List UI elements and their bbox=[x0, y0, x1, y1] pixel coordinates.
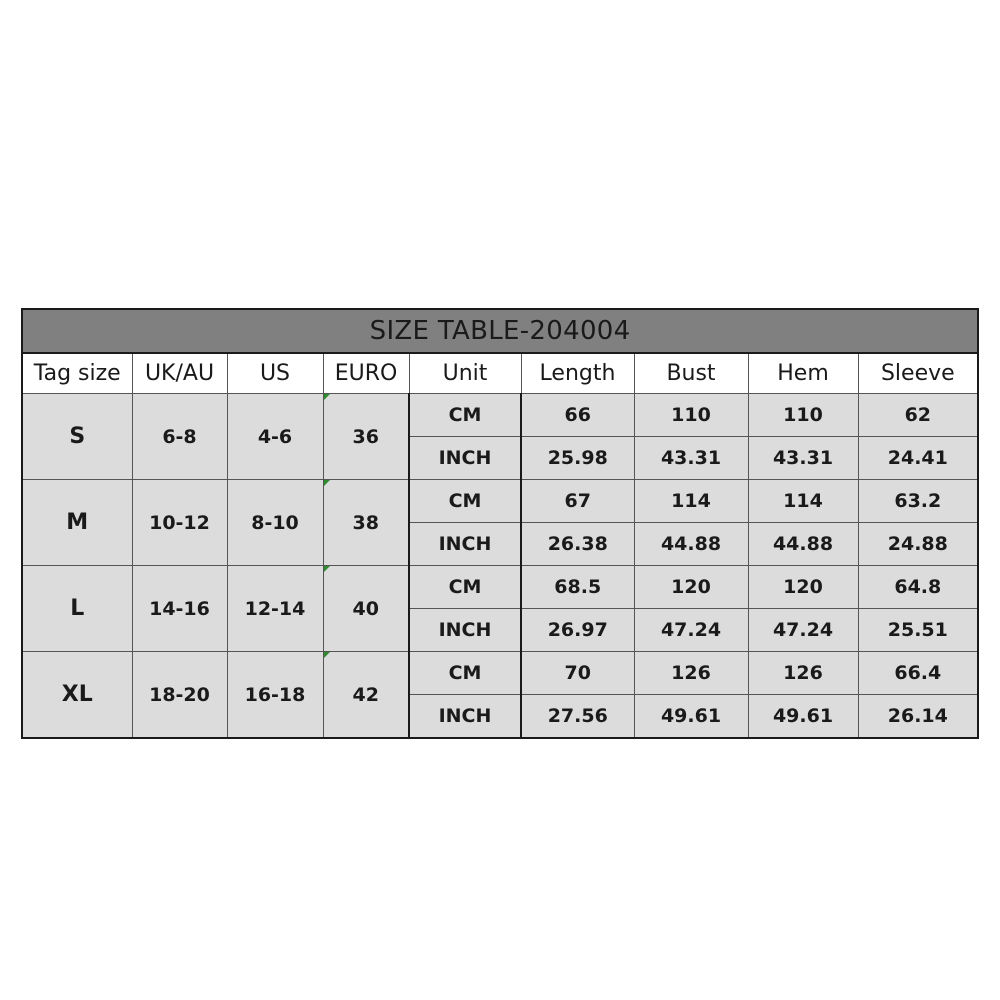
tag-size-cell: M bbox=[22, 480, 132, 566]
euro-cell bbox=[323, 394, 409, 480]
bust-cell: 49.61 bbox=[634, 695, 748, 739]
tag-size-cell: L bbox=[22, 566, 132, 652]
length-cell: 26.97 bbox=[521, 609, 634, 652]
table-row bbox=[22, 480, 978, 523]
length-cell: 25.98 bbox=[521, 437, 634, 480]
header-row bbox=[22, 353, 978, 394]
bust-cell: 43.31 bbox=[634, 437, 748, 480]
uk-au-cell: 10-12 bbox=[132, 480, 227, 566]
sleeve-cell: 24.41 bbox=[858, 437, 978, 480]
table-row bbox=[22, 652, 978, 695]
header-tag-size: Tag size bbox=[22, 353, 132, 394]
length-cell: 27.56 bbox=[521, 695, 634, 739]
tag-size-cell: S bbox=[22, 394, 132, 480]
bust-cell: 110 bbox=[634, 394, 748, 437]
hem-cell: 114 bbox=[748, 480, 858, 523]
euro-value: 36 bbox=[352, 425, 379, 448]
table-title: SIZE TABLE-204004 bbox=[22, 309, 978, 353]
unit-cell: INCH bbox=[409, 609, 521, 652]
tag-size-cell: XL bbox=[22, 652, 132, 739]
sleeve-cell: 25.51 bbox=[858, 609, 978, 652]
header-us: US bbox=[227, 353, 323, 394]
unit-cell: CM bbox=[409, 566, 521, 609]
length-cell: 66 bbox=[521, 394, 634, 437]
size-table bbox=[21, 308, 979, 739]
euro-cell bbox=[323, 652, 409, 739]
hem-cell: 47.24 bbox=[748, 609, 858, 652]
corner-mark bbox=[324, 480, 330, 486]
unit-cell: INCH bbox=[409, 523, 521, 566]
sleeve-cell: 64.8 bbox=[858, 566, 978, 609]
header-unit: Unit bbox=[409, 353, 521, 394]
euro-value: 42 bbox=[352, 683, 379, 706]
header-bust: Bust bbox=[634, 353, 748, 394]
corner-mark bbox=[324, 652, 330, 658]
header-uk-au: UK/AU bbox=[132, 353, 227, 394]
uk-au-cell: 14-16 bbox=[132, 566, 227, 652]
header-hem: Hem bbox=[748, 353, 858, 394]
hem-cell: 110 bbox=[748, 394, 858, 437]
unit-cell: INCH bbox=[409, 695, 521, 739]
header-length: Length bbox=[521, 353, 634, 394]
uk-au-cell: 18-20 bbox=[132, 652, 227, 739]
euro-cell bbox=[323, 480, 409, 566]
hem-cell: 49.61 bbox=[748, 695, 858, 739]
hem-cell: 43.31 bbox=[748, 437, 858, 480]
us-cell: 16-18 bbox=[227, 652, 323, 739]
hem-cell: 120 bbox=[748, 566, 858, 609]
length-cell: 26.38 bbox=[521, 523, 634, 566]
us-cell: 8-10 bbox=[227, 480, 323, 566]
euro-cell bbox=[323, 566, 409, 652]
unit-cell: INCH bbox=[409, 437, 521, 480]
sleeve-cell: 24.88 bbox=[858, 523, 978, 566]
bust-cell: 114 bbox=[634, 480, 748, 523]
sleeve-cell: 26.14 bbox=[858, 695, 978, 739]
bust-cell: 120 bbox=[634, 566, 748, 609]
hem-cell: 126 bbox=[748, 652, 858, 695]
bust-cell: 126 bbox=[634, 652, 748, 695]
length-cell: 68.5 bbox=[521, 566, 634, 609]
length-cell: 67 bbox=[521, 480, 634, 523]
unit-cell: CM bbox=[409, 480, 521, 523]
table-row bbox=[22, 394, 978, 437]
sleeve-cell: 62 bbox=[858, 394, 978, 437]
euro-value: 38 bbox=[352, 511, 379, 534]
sleeve-cell: 66.4 bbox=[858, 652, 978, 695]
corner-mark bbox=[324, 394, 330, 400]
bust-cell: 47.24 bbox=[634, 609, 748, 652]
header-euro: EURO bbox=[323, 353, 409, 394]
euro-value: 40 bbox=[352, 597, 379, 620]
bust-cell: 44.88 bbox=[634, 523, 748, 566]
us-cell: 4-6 bbox=[227, 394, 323, 480]
hem-cell: 44.88 bbox=[748, 523, 858, 566]
unit-cell: CM bbox=[409, 394, 521, 437]
unit-cell: CM bbox=[409, 652, 521, 695]
length-cell: 70 bbox=[521, 652, 634, 695]
corner-mark bbox=[324, 566, 330, 572]
header-sleeve: Sleeve bbox=[858, 353, 978, 394]
uk-au-cell: 6-8 bbox=[132, 394, 227, 480]
us-cell: 12-14 bbox=[227, 566, 323, 652]
sleeve-cell: 63.2 bbox=[858, 480, 978, 523]
table-row bbox=[22, 566, 978, 609]
